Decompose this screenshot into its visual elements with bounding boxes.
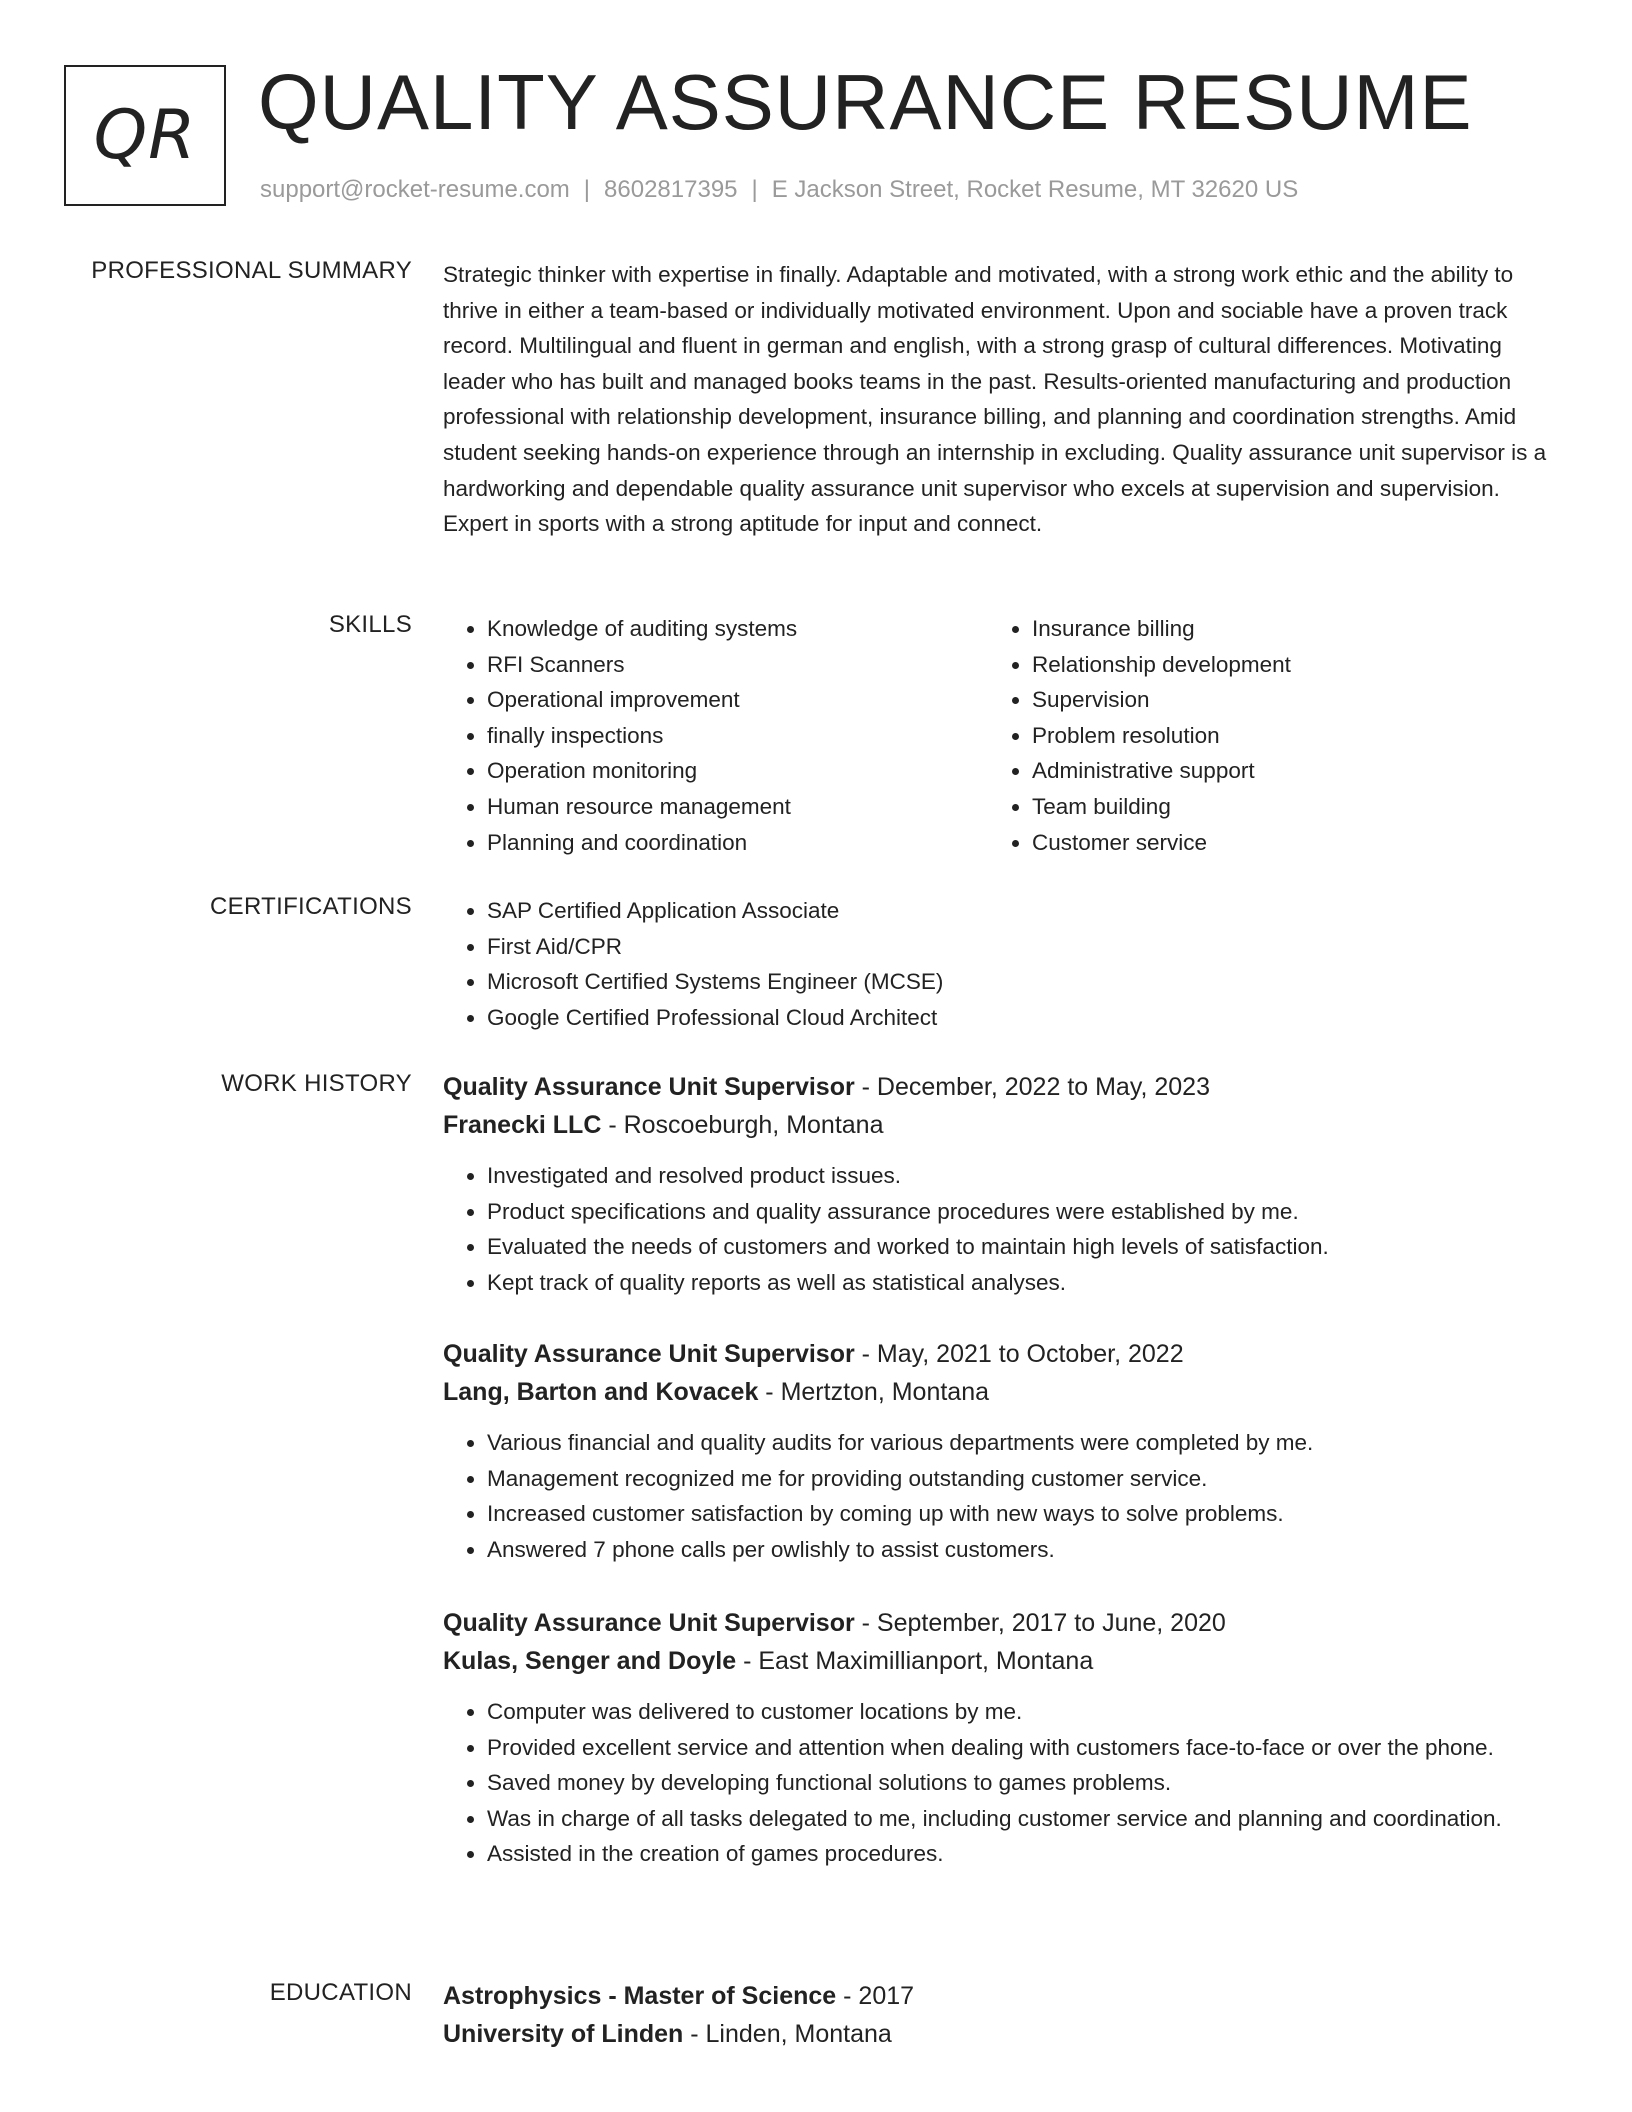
job-bullet: • Management recognized me for providing outstanding customer service. <box>487 1461 1553 1497</box>
summary-text: Strategic thinker with expertise in finally. Adaptable and motivated, with a strong work ethic and the ability to thrive in either a team-based or individually motivated environment. Upon and sociable have a proven track record. Multilingual and fluent in german and english, with a strong grasp of cultural differences. Motivating leader who has built and managed books teams in the past. Results-oriented manufacturing and production professional with relationship development, insurance billing, and planning and coordination strengths. Amid student seeking hands-on experience through an internship in excluding. Quality assurance unit supervisor is a hardworking and dependable quality assurance unit supervisor who excels at supervision and supervision. Expert in sports with a strong aptitude for input and connect. <box>443 262 1547 537</box>
job-entry <box>443 1068 1553 1300</box>
contact-address: E Jackson Street, Rocket Resume, MT 32620 US <box>771 176 1299 203</box>
skills-column-left <box>443 611 988 860</box>
job-bullets <box>443 1425 1553 1567</box>
monogram-box <box>64 65 226 206</box>
job-dates: - December, 2022 to May, 2023 <box>854 1073 1210 1101</box>
section-label-summary: PROFESSIONAL SUMMARY <box>91 257 412 284</box>
contact-phone[interactable]: 8602817395 <box>604 176 738 203</box>
skill-item: • Team building <box>1032 789 1533 825</box>
skill-item: • Relationship development <box>1032 647 1533 683</box>
job-company-line <box>443 1642 1553 1680</box>
certifications-body <box>443 893 1553 1035</box>
job-bullet: • Investigated and resolved product issues. <box>487 1158 1553 1194</box>
contact-email[interactable]: support@rocket-resume.com <box>260 176 570 203</box>
job-bullet: • Increased customer satisfaction by coming up with new ways to solve problems. <box>487 1496 1553 1532</box>
skill-item: • Supervision <box>1032 682 1533 718</box>
job-company: Lang, Barton and Kovacek <box>443 1378 759 1406</box>
job-bullet: • Various financial and quality audits for various departments were completed by me. <box>487 1425 1553 1461</box>
skill-item: • Insurance billing <box>1032 611 1533 647</box>
section-label-education: EDUCATION <box>269 1979 412 2006</box>
job-location: - East Maximillianport, Montana <box>736 1647 1094 1675</box>
job-bullet: • Product specifications and quality assurance procedures were established by me. <box>487 1194 1553 1230</box>
job-bullet: • Was in charge of all tasks delegated to me, including customer service and planning and coordination. <box>487 1801 1553 1837</box>
contact-separator: | <box>583 176 591 203</box>
job-bullet: • Computer was delivered to customer locations by me. <box>487 1694 1553 1730</box>
section-label-work-history: WORK HISTORY <box>221 1070 412 1097</box>
education-school: University of Linden <box>443 2020 684 2048</box>
skills-column-right <box>988 611 1533 860</box>
skill-item: • Operation monitoring <box>487 753 988 789</box>
certification-item: • SAP Certified Application Associate <box>487 893 1553 929</box>
job-title: Quality Assurance Unit Supervisor <box>443 1340 855 1368</box>
job-title-line <box>443 1604 1553 1642</box>
job-bullet: • Evaluated the needs of customers and worked to maintain high levels of satisfaction. <box>487 1229 1553 1265</box>
job-title: Quality Assurance Unit Supervisor <box>443 1073 855 1101</box>
education-school-line <box>443 2015 1553 2053</box>
job-bullet: • Kept track of quality reports as well as statistical analyses. <box>487 1265 1553 1301</box>
section-label-skills: SKILLS <box>328 611 412 638</box>
job-company-line <box>443 1106 1553 1144</box>
monogram-initials: QR <box>93 96 197 175</box>
education-body <box>443 1977 1553 2053</box>
job-company: Franecki LLC <box>443 1111 602 1139</box>
skill-item: • Knowledge of auditing systems <box>487 611 988 647</box>
job-company-line <box>443 1373 1553 1411</box>
summary-body <box>443 257 1553 542</box>
skills-grid <box>443 611 1553 860</box>
job-bullet: • Provided excellent service and attention when dealing with customers face-to-face or over the phone. <box>487 1730 1553 1766</box>
education-degree: Astrophysics - Master of Science <box>443 1982 837 2010</box>
education-degree-line <box>443 1977 1553 2015</box>
certification-item: • First Aid/CPR <box>487 929 1553 965</box>
skills-list-right <box>988 611 1533 860</box>
job-title: Quality Assurance Unit Supervisor <box>443 1609 855 1637</box>
contact-line <box>260 176 1298 204</box>
skill-item: • Operational improvement <box>487 682 988 718</box>
job-company: Kulas, Senger and Doyle <box>443 1647 737 1675</box>
job-bullets <box>443 1694 1553 1872</box>
skills-list-left <box>443 611 988 860</box>
certification-item: • Microsoft Certified Systems Engineer (MCSE) <box>487 964 1553 1000</box>
education-year: - 2017 <box>836 1982 915 2010</box>
job-dates: - September, 2017 to June, 2020 <box>854 1609 1226 1637</box>
section-label-certifications: CERTIFICATIONS <box>210 893 412 920</box>
job-bullet: • Saved money by developing functional solutions to games problems. <box>487 1765 1553 1801</box>
skill-item: • RFI Scanners <box>487 647 988 683</box>
resume-title: QUALITY ASSURANCE RESUME <box>258 58 1473 146</box>
skill-item: • Human resource management <box>487 789 988 825</box>
job-title-line <box>443 1335 1553 1373</box>
job-entry <box>443 1604 1553 1872</box>
skill-item: • Customer service <box>1032 825 1533 861</box>
job-entry <box>443 1335 1553 1567</box>
education-location: - Linden, Montana <box>683 2020 892 2048</box>
certifications-list <box>443 893 1553 1035</box>
job-bullets <box>443 1158 1553 1300</box>
skill-item: • Administrative support <box>1032 753 1533 789</box>
skill-item: • Planning and coordination <box>487 825 988 861</box>
job-dates: - May, 2021 to October, 2022 <box>854 1340 1184 1368</box>
skill-item: • Problem resolution <box>1032 718 1533 754</box>
contact-separator: | <box>751 176 758 203</box>
job-bullet: • Answered 7 phone calls per owlishly to assist customers. <box>487 1532 1553 1568</box>
job-bullet: • Assisted in the creation of games procedures. <box>487 1836 1553 1872</box>
skills-body <box>443 611 1553 860</box>
certification-item: • Google Certified Professional Cloud Architect <box>487 1000 1553 1036</box>
skill-item: • finally inspections <box>487 718 988 754</box>
job-title-line <box>443 1068 1553 1106</box>
job-location: - Mertzton, Montana <box>758 1378 990 1406</box>
job-location: - Roscoeburgh, Montana <box>601 1111 884 1139</box>
